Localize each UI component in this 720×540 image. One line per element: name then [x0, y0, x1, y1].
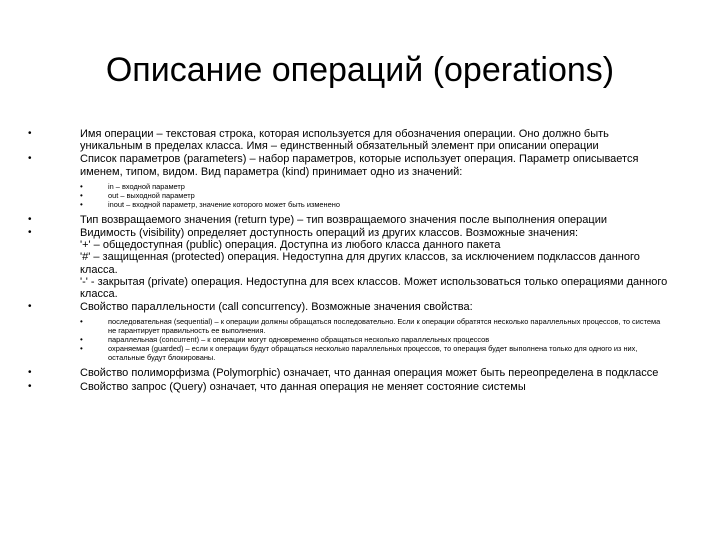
bullet-icon: • [80, 190, 83, 200]
sub-bullet-text: охраняемая (guarded) – если к операции будут обращаться несколько параллельных процессов, то операция будет выполнена только для одного из них, остальные будут блокированы. [108, 344, 638, 363]
bullet-text: Свойство параллельности (call concurrency). Возможные значения свойства: [80, 301, 473, 314]
sub-bullet-text: inout – входной параметр, значение которого может быть изменено [108, 199, 340, 209]
concurrency-guarded [28, 344, 668, 362]
bullet-text: Свойство полиморфизма (Polymorphic) означает, что данная операция может быть переопределена в подклассе [80, 367, 659, 380]
concurrency-sequential [28, 317, 668, 335]
bullet-text: Видимость (visibility) определяет доступность операций из других классов. Возможные значения: [80, 227, 579, 240]
bullet-icon: • [28, 380, 32, 392]
bullet-icon: • [80, 335, 83, 345]
bullet-icon: • [80, 199, 83, 209]
sub-bullet-text: out – выходной параметр [108, 190, 195, 200]
bullet-icon: • [28, 367, 32, 379]
param-kind-in [28, 182, 668, 191]
param-kind-list [28, 182, 668, 209]
bullet-operation-name [28, 128, 668, 152]
bullet-icon: • [28, 227, 32, 239]
bullet-parameters [28, 153, 668, 177]
bullet-concurrency [28, 301, 668, 313]
bullet-text: Свойство запрос (Query) означает, что данная операция не меняет состояние системы [80, 380, 526, 393]
visibility-private: '-' - закрытая (private) операция. Недоступна для всех классов. Может использоваться только операциями данного класса. [80, 275, 668, 301]
bullet-text: Список параметров (parameters) – набор параметров, которые использует операция. Параметр описывается именем, типом, видом. Вид параметра (kind) принимает одно из значений: [80, 153, 639, 178]
bullet-icon: • [80, 317, 83, 327]
concurrency-list [28, 317, 668, 362]
bullet-icon: • [80, 344, 83, 354]
bullet-icon: • [28, 213, 32, 225]
slide-content [28, 128, 668, 394]
bullet-query [28, 381, 668, 393]
param-kind-inout [28, 200, 668, 209]
bullet-visibility [28, 227, 668, 300]
bullet-polymorphic [28, 367, 668, 379]
slide-title: Описание операций (operations) [105, 51, 615, 89]
bullet-icon: • [28, 301, 32, 313]
sub-bullet-text: параллельная (concurrent) – к операции могут одновременно обращаться несколько параллельных процессов [108, 335, 490, 345]
visibility-protected: '#' – защищенная (protected) операция. Недоступна для других классов, за исключением подклассов данного класса. [80, 251, 640, 276]
bullet-text: Имя операции – текстовая строка, которая используется для обозначения операции. Оно должно быть уникальным в пределах класса. Имя – единственный обязательный элемент при описании операции [80, 128, 609, 153]
concurrency-concurrent [28, 335, 668, 344]
visibility-public: '+' – общедоступная (public) операция. Доступна из любого класса данного пакета [80, 239, 501, 252]
param-kind-out [28, 191, 668, 200]
sub-bullet-text: in – входной параметр [108, 181, 185, 191]
bullet-icon: • [28, 153, 32, 165]
bullet-text: Тип возвращаемого значения (return type) – тип возвращаемого значения после выполнения операции [80, 213, 607, 226]
bullet-return-type [28, 214, 668, 226]
bullet-icon: • [28, 128, 32, 139]
bullet-icon: • [80, 181, 83, 191]
sub-bullet-text: последовательная (sequential) – к операции должны обращаться последовательно. Если к операции обратятся несколько параллельных процессов, то система не гарантирует правильность ее выполнения. [108, 317, 661, 336]
